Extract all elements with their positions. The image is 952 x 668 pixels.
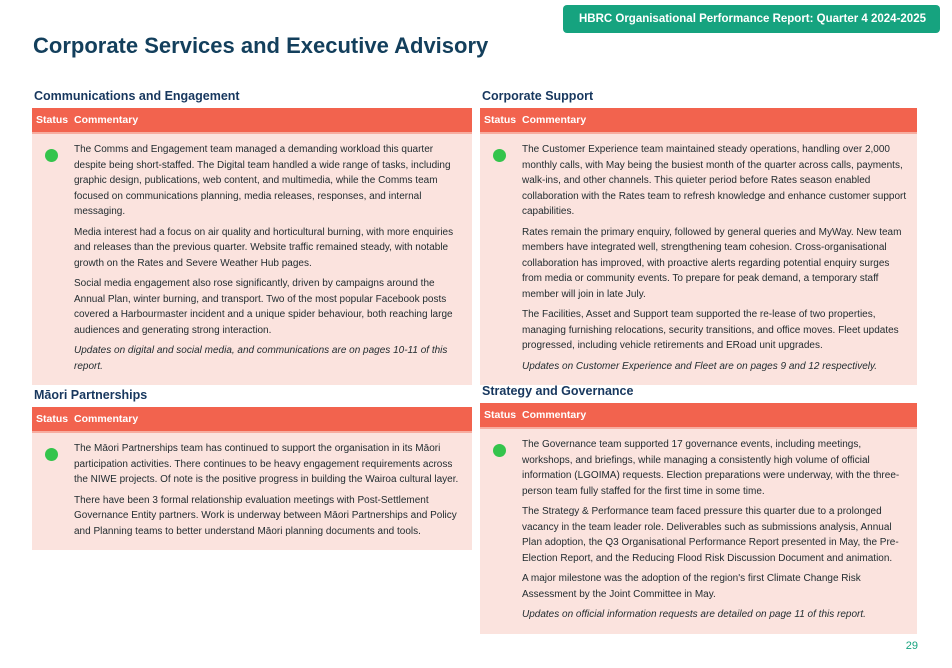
status-cell xyxy=(32,134,74,385)
table-header xyxy=(32,108,472,132)
section-corporate-support xyxy=(480,89,917,385)
section-title: Communications and Engagement xyxy=(34,89,240,103)
report-title-badge: HBRC Organisational Performance Report: Quarter 4 2024-2025 xyxy=(563,5,940,33)
commentary-paragraph: The Facilities, Asset and Support team supported the re-lease of two properties, managing furnishing relocations, security transitions, and office moves. Fleet updates progressed, including vehicle retirements and ERoad unit upgrades. xyxy=(522,309,899,351)
table-header xyxy=(32,407,472,431)
page-number: 29 xyxy=(905,640,918,652)
commentary-paragraph: The Customer Experience team maintained steady operations, handling over 2,000 monthly calls, with May being the busiest month of the quarter across calls, payments, walk-ins, and other channels. This quieter period before Rates season enabled collaboration with the Rates team to refresh knowledge and enhance customer support capabilities. xyxy=(522,144,907,217)
status-indicator-green xyxy=(45,448,58,461)
commentary-paragraph: The Māori Partnerships team has continued to support the organisation in its Māori participation activities. There continues to be heavy engagement requirements across the NIWE projects. Of note is the positive progress in building the Wairoa cultural layer. xyxy=(74,443,459,485)
status-column-header: Status xyxy=(36,114,69,126)
table-header xyxy=(480,403,917,427)
commentary-paragraph: Rates remain the primary enquiry, followed by general queries and MyWay. New team members have integrated well, strengthening team cohesion. Cross-organisational collaboration has improved, with proactive alerts regarding potential enquiry surges from media or community events. To prepare for peak demand, a temporary staff member will join in late July. xyxy=(522,226,902,300)
table-row xyxy=(480,429,917,634)
status-indicator-green xyxy=(45,149,58,162)
table-row xyxy=(32,433,472,550)
commentary-paragraph: A major milestone was the adoption of the region's first Climate Change Risk Assessment by the Joint Committee in May. xyxy=(522,573,861,600)
status-indicator-green xyxy=(493,444,506,457)
status-column-header: Status xyxy=(36,413,69,425)
commentary-cell xyxy=(74,433,472,550)
commentary-note: Updates on Customer Experience and Fleet are on pages 9 and 12 respectively. xyxy=(522,360,878,372)
commentary-column-header: Commentary xyxy=(522,114,587,126)
page-title: Corporate Services and Executive Advisory xyxy=(33,33,489,58)
table-row xyxy=(32,134,472,385)
section-maori-partnerships xyxy=(32,388,472,550)
status-cell xyxy=(32,433,74,550)
status-column-header: Status xyxy=(484,114,517,126)
commentary-paragraph: Social media engagement also rose significantly, driven by campaigns around the Annual Plan, winter burning, and transport. Two of the most popular Facebook posts covered a Harbourmaster incident and a unique spider behaviour, both reaching large audiences and generating strong interaction. xyxy=(74,278,453,336)
table-row xyxy=(480,134,917,385)
status-indicator-green xyxy=(493,149,506,162)
status-cell xyxy=(480,429,522,634)
commentary-note: Updates on digital and social media, and communications are on pages 10-11 of this report. xyxy=(74,345,448,372)
section-communications-engagement xyxy=(32,89,472,385)
commentary-column-header: Commentary xyxy=(522,409,587,421)
commentary-paragraph: There have been 3 formal relationship evaluation meetings with Post-Settlement Governance Entity partners. Work is underway between Māori Partnerships and Policy and Planning teams to better understand Māori planning documents and tools. xyxy=(74,494,457,537)
section-title: Corporate Support xyxy=(482,89,594,103)
commentary-column-header: Commentary xyxy=(74,413,139,425)
status-column-header: Status xyxy=(484,409,517,421)
section-strategy-governance xyxy=(480,384,917,634)
table-header xyxy=(480,108,917,132)
status-cell xyxy=(480,134,522,385)
commentary-paragraph: The Strategy & Performance team faced pressure this quarter due to a prolonged vacancy in the team leader role. Deliverables such as submissions analysis, Annual Plan adoption, the Q3 Organisational Performance Report presented in May, the Pre-Election Report, and the Reducing Flood Risk Discussion Document and animation. xyxy=(522,506,899,564)
commentary-paragraph: The Governance team supported 17 governance events, including meetings, workshops, and briefings, while managing a consistently high volume of official information (LGOIMA) requests. Election preparations were underway, with the three-person team fully staffed for the first time in some time. xyxy=(522,439,900,497)
commentary-paragraph: The Comms and Engagement team managed a demanding workload this quarter despite being short-staffed. The Digital team handled a wide range of tasks, including graphic design, publications, web content, and multimedia, while the Comms team focused on communications planning, media releases, responses, and internal messaging. xyxy=(74,144,451,217)
section-title: Strategy and Governance xyxy=(482,384,634,398)
commentary-cell xyxy=(74,134,472,385)
commentary-cell xyxy=(522,429,917,634)
commentary-paragraph: Media interest had a focus on air quality and horticultural burning, with more enquiries and releases than the previous quarter. Website traffic remained steady, with notable growth on the Rates and Severe Weather Hub pages. xyxy=(74,226,454,269)
commentary-cell xyxy=(522,134,917,385)
commentary-column-header: Commentary xyxy=(74,114,139,126)
section-title: Māori Partnerships xyxy=(34,388,148,402)
commentary-note: Updates on official information requests are detailed on page 11 of this report. xyxy=(522,609,866,620)
